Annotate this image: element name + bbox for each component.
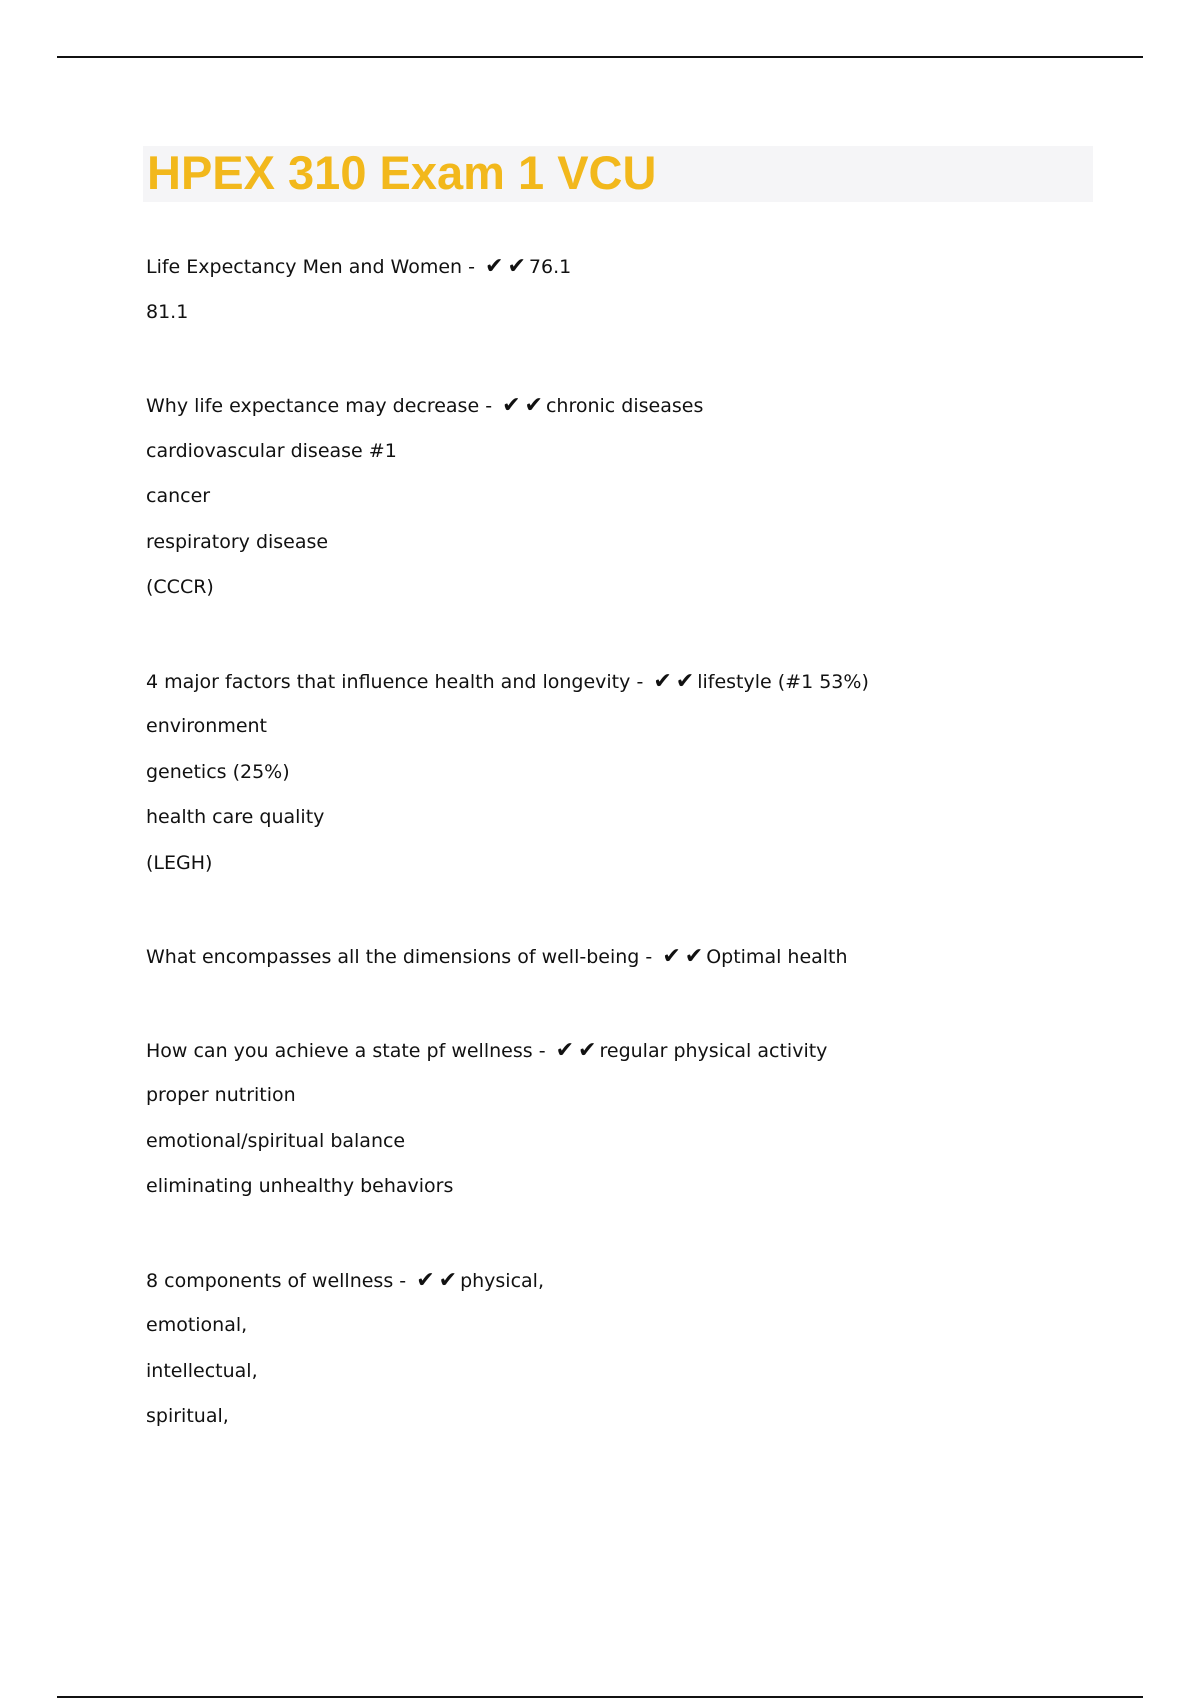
qa-answer-line: respiratory disease <box>146 530 329 553</box>
check-icon: ✔ <box>502 393 521 418</box>
qa-answer-line: (CCCR) <box>146 576 214 598</box>
qa-term: 4 major factors that influence health and longevity <box>146 670 631 693</box>
check-icon: ✔ <box>578 1037 597 1063</box>
qa-separator: - <box>538 1039 546 1062</box>
qa-answer: Optimal health <box>706 946 848 968</box>
qa-separator: - <box>485 395 493 417</box>
check-icon: ✔ <box>416 1267 435 1293</box>
qa-answer-line: 81.1 <box>146 300 189 323</box>
check-icon: ✔ <box>653 668 672 694</box>
qa-answer-line: eliminating unhealthy behaviors <box>146 1175 454 1197</box>
qa-item <box>146 244 1146 335</box>
qa-question-line <box>146 659 1146 705</box>
qa-question-line <box>146 934 1146 980</box>
qa-item <box>146 659 1146 887</box>
qa-separator: - <box>645 946 653 968</box>
qa-question-line <box>146 244 1146 290</box>
qa-answer: lifestyle (#1 53%) <box>697 670 869 693</box>
qa-term: Why life expectance may decrease <box>146 395 480 417</box>
qa-separator: - <box>636 670 644 693</box>
qa-answer-line: cancer <box>146 485 211 507</box>
qa-answer-line: intellectual, <box>146 1359 258 1382</box>
qa-answer: chronic diseases <box>545 395 704 417</box>
qa-answer-line: health care quality <box>146 806 325 828</box>
qa-term: Life Expectancy Men and Women <box>146 256 463 278</box>
qa-answer-line: emotional, <box>146 1314 248 1336</box>
qa-answer-line: environment <box>146 715 268 737</box>
top-rule <box>57 56 1143 58</box>
qa-question-line <box>146 1258 1146 1304</box>
check-icon: ✔ <box>555 1037 575 1063</box>
qa-answer: 76.1 <box>528 256 572 278</box>
qa-answer: physical, <box>460 1269 544 1292</box>
check-icon: ✔ <box>438 1267 458 1293</box>
qa-item <box>146 383 1146 611</box>
qa-list <box>146 244 1146 1488</box>
page-title: HPEX 310 Exam 1 VCU <box>147 146 657 199</box>
qa-answer-line: genetics (25%) <box>146 760 290 783</box>
check-icon: ✔ <box>485 254 504 279</box>
check-icon: ✔ <box>662 944 681 969</box>
qa-separator: - <box>399 1269 407 1292</box>
qa-item <box>146 1258 1146 1440</box>
check-icon: ✔ <box>507 254 526 279</box>
check-icon: ✔ <box>524 393 543 418</box>
qa-separator: - <box>468 256 475 278</box>
qa-answer-line: spiritual, <box>146 1405 229 1427</box>
qa-term: What encompasses all the dimensions of well-being <box>146 946 640 968</box>
qa-answer-line: emotional/spiritual balance <box>146 1129 406 1152</box>
qa-item <box>146 934 1146 980</box>
qa-answer-line: (LEGH) <box>146 851 213 874</box>
qa-term: How can you achieve a state pf wellness <box>146 1039 533 1062</box>
check-icon: ✔ <box>684 944 704 969</box>
qa-answer-line: proper nutrition <box>146 1084 296 1106</box>
qa-term: 8 components of wellness <box>146 1269 394 1292</box>
qa-question-line <box>146 1028 1146 1074</box>
bottom-rule <box>57 1696 1143 1698</box>
check-icon: ✔ <box>675 668 695 694</box>
qa-question-line <box>146 383 1146 429</box>
qa-answer-line: cardiovascular disease #1 <box>146 439 397 462</box>
qa-item <box>146 1028 1146 1210</box>
qa-answer: regular physical activity <box>599 1039 828 1062</box>
